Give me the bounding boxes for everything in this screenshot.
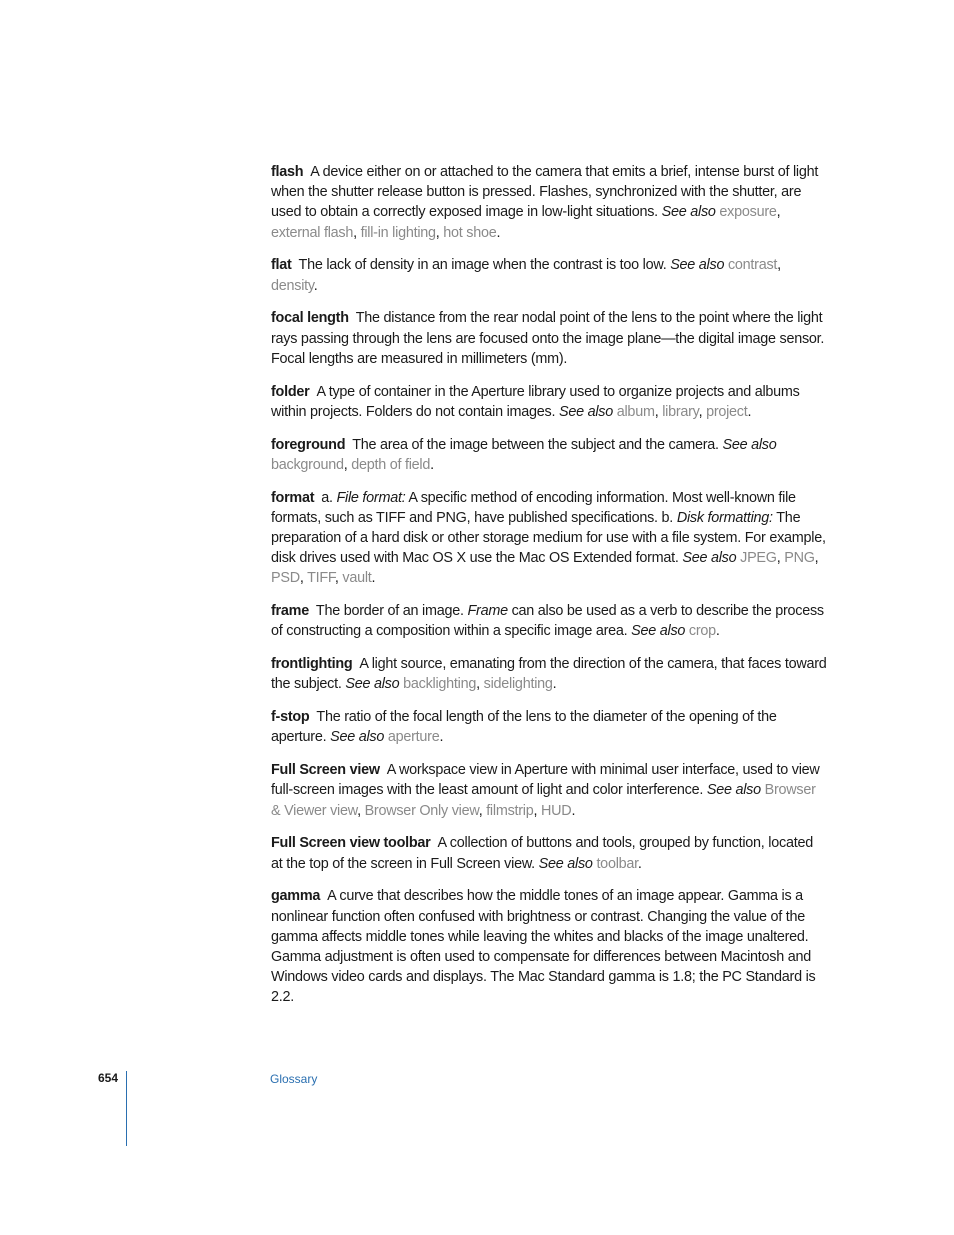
- definition-text: The border of an image.: [315, 603, 468, 620]
- definition-text: ,: [299, 570, 308, 587]
- definition-text: The ratio of the focal length of the lens to the diameter of the opening of the aperture.: [271, 709, 777, 746]
- definition-text: .: [496, 224, 501, 241]
- see-also-label: See also: [345, 676, 400, 693]
- see-also-link[interactable]: HUD: [541, 802, 572, 819]
- definition-text: A type of container in the Aperture library used to organize projects and albums within projects. Folders do not contain images.: [271, 383, 800, 420]
- definition-text: .: [571, 802, 576, 819]
- definition-text: ,: [435, 224, 444, 241]
- glossary-term: focal length: [271, 310, 349, 327]
- definition-text: The lack of density in an image when the contrast is too low.: [298, 257, 671, 274]
- see-also-link[interactable]: vault: [342, 570, 372, 587]
- see-also-link[interactable]: album: [616, 403, 655, 420]
- definition-text: .: [747, 403, 752, 420]
- see-also-label: See also: [706, 782, 761, 799]
- definition-text: The area of the image between the subject and the camera.: [352, 436, 723, 453]
- see-also-link[interactable]: filmstrip: [486, 802, 534, 819]
- glossary-entry: [271, 255, 827, 295]
- definition-text: ,: [353, 224, 361, 241]
- see-also-link[interactable]: backlighting: [403, 676, 477, 693]
- glossary-term: Full Screen view: [271, 762, 380, 779]
- emphasis-text: Disk formatting:: [676, 509, 773, 526]
- definition-text: .: [430, 456, 434, 473]
- glossary-entry: [271, 308, 827, 369]
- glossary-entry: [271, 488, 827, 589]
- see-also-link[interactable]: project: [706, 403, 748, 420]
- glossary-term: gamma: [271, 888, 321, 905]
- definition-text: .: [637, 855, 642, 872]
- see-also-link[interactable]: Browser Only view: [364, 802, 479, 819]
- see-also-link[interactable]: density: [271, 277, 314, 294]
- definition-text: ,: [698, 403, 707, 420]
- definition-text: A device either on or attached to the camera that emits a brief, intense burst of light when the shutter release button is pressed. Flashes, synchronized with the shutter, are used to obtain a correctly exposed image in low-light situations.: [271, 164, 819, 221]
- definition-text: ,: [776, 204, 781, 221]
- see-also-label: See also: [722, 436, 777, 453]
- see-also-label: See also: [330, 729, 385, 746]
- glossary-term: frontlighting: [271, 656, 353, 673]
- definition-text: ,: [343, 456, 352, 473]
- emphasis-text: Frame: [467, 603, 508, 620]
- see-also-link[interactable]: contrast: [727, 257, 778, 274]
- page-number: 654: [98, 1071, 119, 1085]
- definition-text: can also be used as a verb to describe the process of constructing a composition within a specific image area.: [271, 603, 824, 640]
- definition-text: ,: [533, 802, 542, 819]
- definition-text: .: [439, 729, 444, 746]
- definition-text: ,: [334, 570, 343, 587]
- see-also-link[interactable]: TIFF: [307, 570, 335, 587]
- definition-text: A light source, emanating from the direction of the camera, that faces toward the subject.: [271, 656, 827, 693]
- see-also-link[interactable]: hot shoe: [443, 224, 497, 241]
- glossary-entry: [271, 654, 827, 694]
- definition-text: .: [313, 277, 318, 294]
- glossary-term: flash: [271, 164, 304, 180]
- see-also-link[interactable]: fill-in lighting: [360, 224, 436, 241]
- glossary-term: f-stop: [271, 709, 310, 726]
- definition-text: A curve that describes how the middle tones of an image appear. Gamma is a nonlinear function often confused with brightness or contrast. Changing the value of the gamma affects middle tones while leaving the whites and blacks of the image unaltered. Gamma adjustment is often used to compensate for differences between Macintosh and Windows video cards and displays. The Mac Standard gamma is 1.8; the PC Standard is 2.2.: [271, 888, 816, 1006]
- emphasis-text: File format:: [336, 489, 406, 506]
- definition-text: A collection of buttons and tools, grouped by function, located at the top of the screen in Full Screen view.: [271, 835, 813, 872]
- see-also-label: See also: [661, 204, 716, 221]
- definition-text: a.: [321, 489, 337, 506]
- see-also-link[interactable]: crop: [688, 623, 716, 640]
- definition-text: ,: [476, 676, 484, 693]
- see-also-link[interactable]: toolbar: [596, 855, 638, 872]
- see-also-link[interactable]: Browser & Viewer view: [271, 782, 816, 819]
- footer-divider: [126, 1071, 127, 1146]
- definition-text: ,: [776, 550, 785, 567]
- see-also-link[interactable]: library: [662, 403, 699, 420]
- glossary-entry: [271, 707, 827, 747]
- glossary-term: folder: [271, 383, 310, 400]
- definition-text: The preparation of a hard disk or other storage medium for use with a file system. For example, disk drives used with Mac OS X use the Mac OS Extended format.: [271, 509, 826, 567]
- glossary-entry: [271, 162, 827, 243]
- definition-text: ,: [814, 550, 819, 567]
- see-also-label: See also: [682, 550, 737, 567]
- see-also-label: See also: [558, 403, 613, 420]
- glossary-entry: [271, 833, 827, 873]
- definition-text: A specific method of encoding information. Most well-known file formats, such as TIFF and PNG, have published specifications. b.: [271, 489, 796, 526]
- footer-section-link[interactable]: Glossary: [270, 1072, 318, 1086]
- glossary-entry: [271, 435, 827, 475]
- glossary-entry: [271, 886, 827, 1007]
- see-also-link[interactable]: external flash: [271, 224, 354, 241]
- definition-text: ,: [777, 257, 781, 274]
- glossary-entry: [271, 382, 827, 422]
- see-also-link[interactable]: sidelighting: [483, 676, 553, 693]
- see-also-link[interactable]: exposure: [719, 204, 777, 221]
- glossary-term: format: [271, 489, 315, 506]
- definition-text: ,: [478, 802, 487, 819]
- see-also-link[interactable]: depth of field: [351, 456, 431, 473]
- definition-text: .: [715, 623, 720, 640]
- glossary-term: Full Screen view toolbar: [271, 835, 431, 852]
- glossary-entries: [271, 162, 827, 1020]
- glossary-entry: [271, 760, 827, 821]
- see-also-link[interactable]: PNG: [784, 550, 815, 567]
- definition-text: A workspace view in Aperture with minimal user interface, used to view full-screen images with the least amount of light and color interference.: [271, 762, 820, 799]
- definition-text: .: [552, 676, 557, 693]
- glossary-term: frame: [271, 603, 309, 620]
- see-also-label: See also: [670, 257, 725, 274]
- see-also-link[interactable]: PSD: [271, 570, 300, 587]
- see-also-link[interactable]: JPEG: [740, 550, 777, 567]
- definition-text: The distance from the rear nodal point of the lens to the point where the light rays passing through the lens are focused onto the image plane—the digital image sensor. Focal lengths are measured in millimeters (mm).: [271, 310, 825, 367]
- definition-text: ,: [654, 403, 663, 420]
- see-also-label: See also: [538, 855, 593, 872]
- see-also-link[interactable]: aperture: [387, 729, 440, 746]
- glossary-term: foreground: [271, 436, 346, 453]
- definition-text: .: [371, 570, 376, 587]
- definition-text: ,: [357, 802, 365, 819]
- glossary-term: flat: [271, 257, 292, 274]
- see-also-label: See also: [631, 623, 686, 640]
- glossary-entry: [271, 601, 827, 641]
- see-also-link[interactable]: background: [271, 456, 344, 473]
